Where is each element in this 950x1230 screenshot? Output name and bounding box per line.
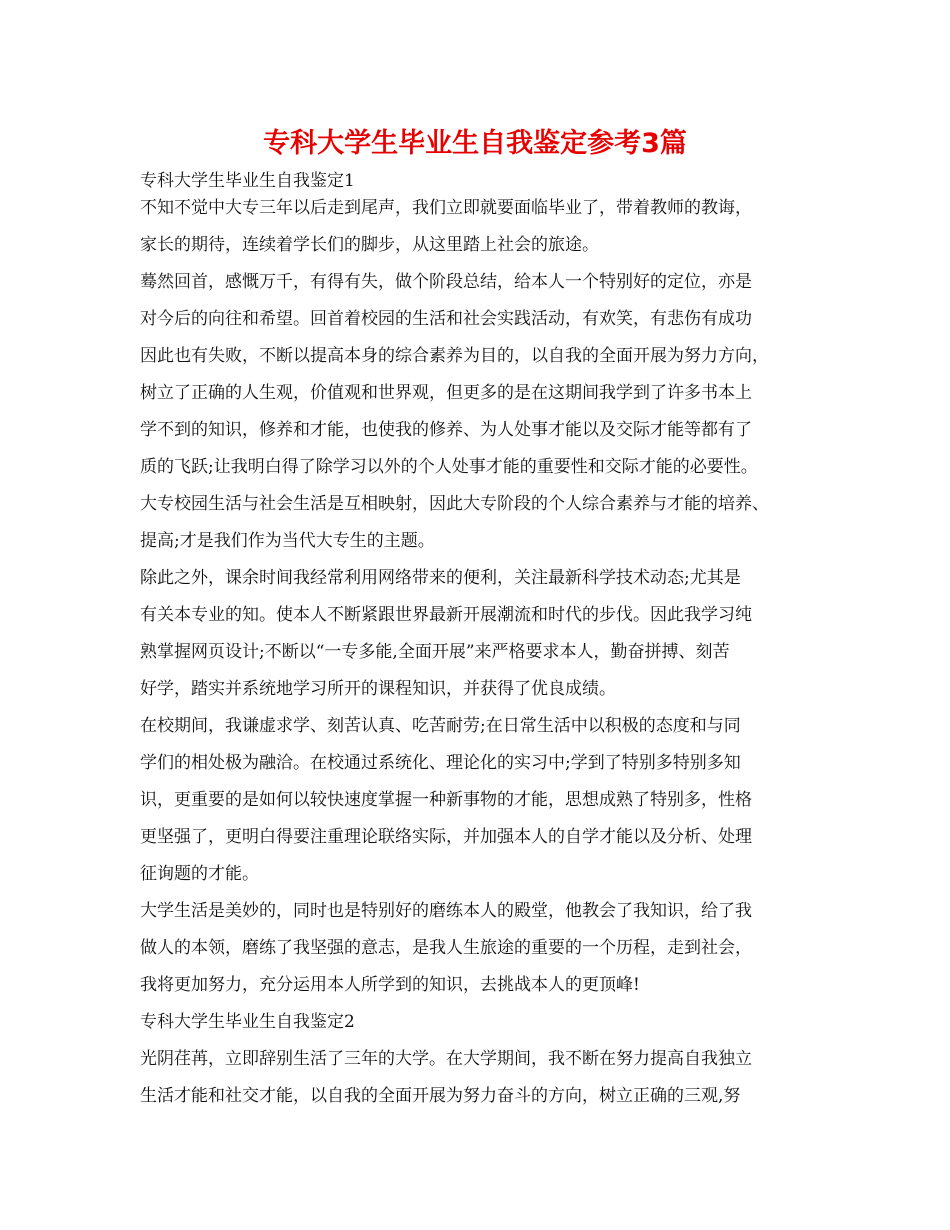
section-heading: 专科大学生毕业生自我鉴定2 [140, 1012, 355, 1032]
text-line: 提高;才是我们作为当代大专生的主题。 [140, 531, 435, 551]
text-line: 学不到的知识，修养和才能，也使我的修养、为人处事才能以及交际才能等都有了 [140, 420, 752, 440]
text-line: 树立了正确的人生观，价值观和世界观，但更多的是在这期间我学到了许多书本上 [140, 383, 752, 403]
text-line: 更坚强了，更明白得要注重理论联络实际，并加强本人的自学才能以及分析、处理 [140, 827, 752, 847]
text-line: 质的飞跃;让我明白得了除学习以外的个人处事才能的重要性和交际才能的必要性。 [140, 457, 758, 477]
text-line: 不知不觉中大专三年以后走到尾声，我们立即就要面临毕业了，带着教师的教诲， [140, 198, 752, 218]
text-line: 征询题的才能。 [140, 864, 259, 884]
text-line: 在校期间，我谦虚求学、刻苦认真、吃苦耐劳;在日常生活中以积极的态度和与同 [140, 716, 741, 736]
text-line: 好学，踏实并系统地学习所开的课程知识，并获得了优良成绩。 [140, 679, 616, 699]
text-line: 有关本专业的知。使本人不断紧跟世界最新开展潮流和时代的步伐。因此我学习纯 [140, 605, 752, 625]
text-line: 对今后的向往和希望。回首着校园的生活和社会实践活动，有欢笑，有悲伤有成功 [140, 309, 752, 329]
text-line: 识，更重要的是如何以较快速度掌握一种新事物的才能，思想成熟了特别多，性格 [140, 790, 752, 810]
document-body [140, 168, 830, 1110]
text-line: 因此也有失败，不断以提高本身的综合素养为目的，以自我的全面开展为努力方向， [140, 346, 769, 366]
text-line: 学们的相处极为融洽。在校通过系统化、理论化的实习中;学到了特别多特别多知 [140, 753, 741, 773]
text-line: 生活才能和社交才能，以自我的全面开展为努力奋斗的方向，树立正确的三观,努 [140, 1086, 741, 1106]
text-line: 大学生活是美妙的，同时也是特别好的磨练本人的殿堂，他教会了我知识，给了我 [140, 901, 752, 921]
document-title: 专科大学生毕业生自我鉴定参考3篇 [263, 128, 687, 159]
section-heading: 专科大学生毕业生自我鉴定1 [140, 171, 355, 191]
text-line: 光阴荏苒，立即辞别生活了三年的大学。在大学期间，我不断在努力提高自我独立 [140, 1049, 752, 1069]
text-line: 做人的本领，磨练了我坚强的意志，是我人生旅途的重要的一个历程，走到社会， [140, 938, 752, 958]
text-line: 家长的期待，连续着学长们的脚步，从这里踏上社会的旅途。 [140, 235, 599, 255]
text-line: 蓦然回首，感慨万千，有得有失，做个阶段总结，给本人一个特别好的定位，亦是 [140, 272, 752, 292]
text-line: 熟掌握网页设计;不断以“一专多能,全面开展”来严格要求本人，勤奋拼搏、刻苦 [140, 642, 730, 662]
text-line: 除此之外，课余时间我经常利用网络带来的便利，关注最新科学技术动态;尤其是 [140, 568, 741, 588]
text-line: 大专校园生活与社会生活是互相映射，因此大专阶段的个人综合素养与才能的培养、 [140, 494, 769, 514]
text-line: 我将更加努力，充分运用本人所学到的知识，去挑战本人的更顶峰! [140, 975, 640, 995]
